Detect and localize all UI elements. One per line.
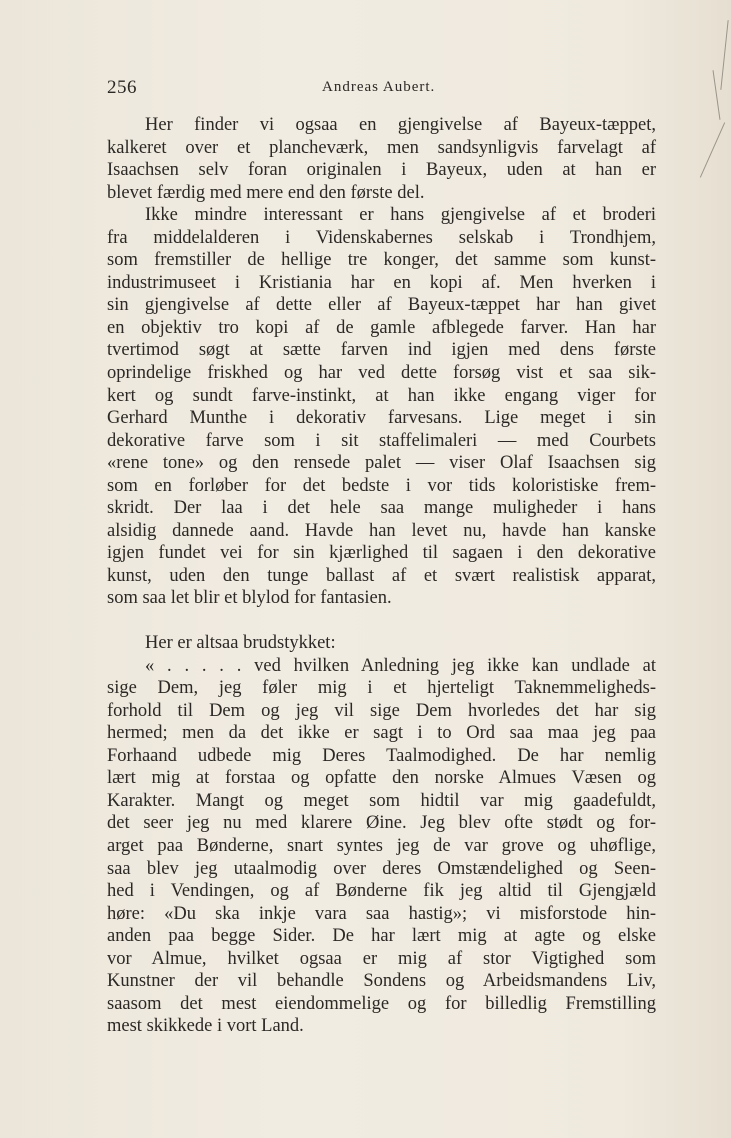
text-line: som fremstiller de hellige tre konger, det samme som kunst-	[107, 250, 656, 271]
text-line: Her er altsaa brudstykket:	[145, 633, 336, 654]
text-line: tvertimod søgt at sætte farven ind igjen med dens første	[107, 340, 656, 361]
paragraph	[107, 632, 656, 655]
quoted-letter	[107, 655, 656, 1038]
page-number: 256	[107, 77, 137, 98]
text-line: en objektiv tro kopi af de gamle afblegede farver. Han har	[107, 317, 656, 338]
text-line: Isaachsen selv foran originalen i Bayeux, uden at han er	[107, 160, 656, 181]
text-line: Her finder vi ogsaa en gjengivelse af Bayeux-tæppet,	[145, 115, 656, 135]
text-line: kunst, uden den tunge ballast af et svært realistisk apparat,	[107, 565, 656, 586]
text-line: skridt. Der laa i det hele saa mange muligheder i hans	[107, 498, 656, 519]
text-line: « . . . . . ved hvilken Anledning jeg ikke kan undlade at	[145, 655, 656, 676]
text-line: alsidig dannede aand. Havde han levet nu, havde han kanske	[107, 520, 656, 541]
text-line: anden paa begge Sider. De har lært mig at agte og elske	[107, 926, 656, 947]
text-line: hed i Vendingen, og af Bønderne fik jeg altid til Gjengjæld	[107, 881, 656, 902]
text-line: sige Dem, jeg føler mig i et hjerteligt Taknemmeligheds-	[107, 678, 656, 699]
text-line: kalkeret over et plancheværk, men sandsynligvis farvelagt af	[107, 137, 656, 158]
paragraph-gap	[107, 610, 656, 632]
text-line: sin gjengivelse af dette eller af Bayeux-tæppet har han givet	[107, 295, 656, 316]
text-line: kert og sundt farve-instinkt, at han ikke engang viger for	[107, 385, 656, 406]
text-line: hermed; men da det ikke er sagt i to Ord saa maa jeg paa	[107, 723, 656, 744]
page-header	[107, 77, 657, 99]
text-line: som saa let blir et blylod for fantasien.	[107, 588, 392, 609]
text-line: dekorative farve som i sit staffelimaleri — med Courbets	[107, 430, 656, 451]
text-line: lært mig at forstaa og opfatte den norske Almues Væsen og	[107, 768, 656, 789]
page-edge-mark	[700, 122, 725, 177]
paragraph	[107, 114, 656, 204]
text-line: blevet færdig med mere end den første del.	[107, 182, 425, 203]
text-line: Ikke mindre interessant er hans gjengivelse af et broderi	[145, 205, 656, 226]
text-line: saa blev jeg utaalmodig over deres Omstændelighed og Seen-	[107, 858, 656, 879]
text-line: arget paa Bønderne, snart syntes jeg de var grove og uhøflige,	[107, 835, 656, 856]
page-edge-mark	[713, 70, 721, 120]
text-line: Gerhard Munthe i dekorativ farvesans. Lige meget i sin	[107, 408, 656, 429]
text-line: som en forløber for det bedste i vor tids koloristiske frem-	[107, 475, 656, 496]
text-line: Karakter. Mangt og meget som hidtil var mig gaadefuldt,	[107, 790, 656, 811]
text-line: igjen fundet vei for sin kjærlighed til sagaen i den dekorative	[107, 543, 656, 564]
text-line: det seer jeg nu med klarere Øine. Jeg blev ofte stødt og for-	[107, 813, 656, 834]
text-line: vor Almue, hvilket ogsaa er mig af stor Vigtighed som	[107, 948, 656, 969]
body-text	[107, 114, 656, 1038]
page-edge-mark	[720, 20, 728, 90]
text-line: oprindelige friskhed og har ved dette forsøg vist et saa sik-	[107, 363, 656, 384]
text-line: Forhaand udbede mig Deres Taalmodighed. De har nemlig	[107, 745, 656, 766]
text-line: fra middelalderen i Videnskabernes selskab i Trondhjem,	[107, 227, 656, 248]
running-head: Andreas Aubert.	[322, 79, 436, 95]
text-line: Kunstner der vil behandle Sondens og Arbeidsmandens Liv,	[107, 971, 656, 992]
text-line: mest skikkede i vort Land.	[107, 1016, 304, 1037]
text-line: «rene tone» og den rensede palet — viser Olaf Isaachsen sig	[107, 453, 656, 474]
text-line: høre: «Du ska inkje vara saa hastig»; vi misforstode hin-	[107, 903, 656, 924]
text-line: industrimuseet i Kristiania har en kopi af. Men hverken i	[107, 272, 656, 293]
text-line: forhold til Dem og jeg vil sige Dem hvorledes det har sig	[107, 700, 656, 721]
paragraph	[107, 204, 656, 610]
text-line: saasom det mest eiendommelige og for billedlig Fremstilling	[107, 993, 656, 1014]
